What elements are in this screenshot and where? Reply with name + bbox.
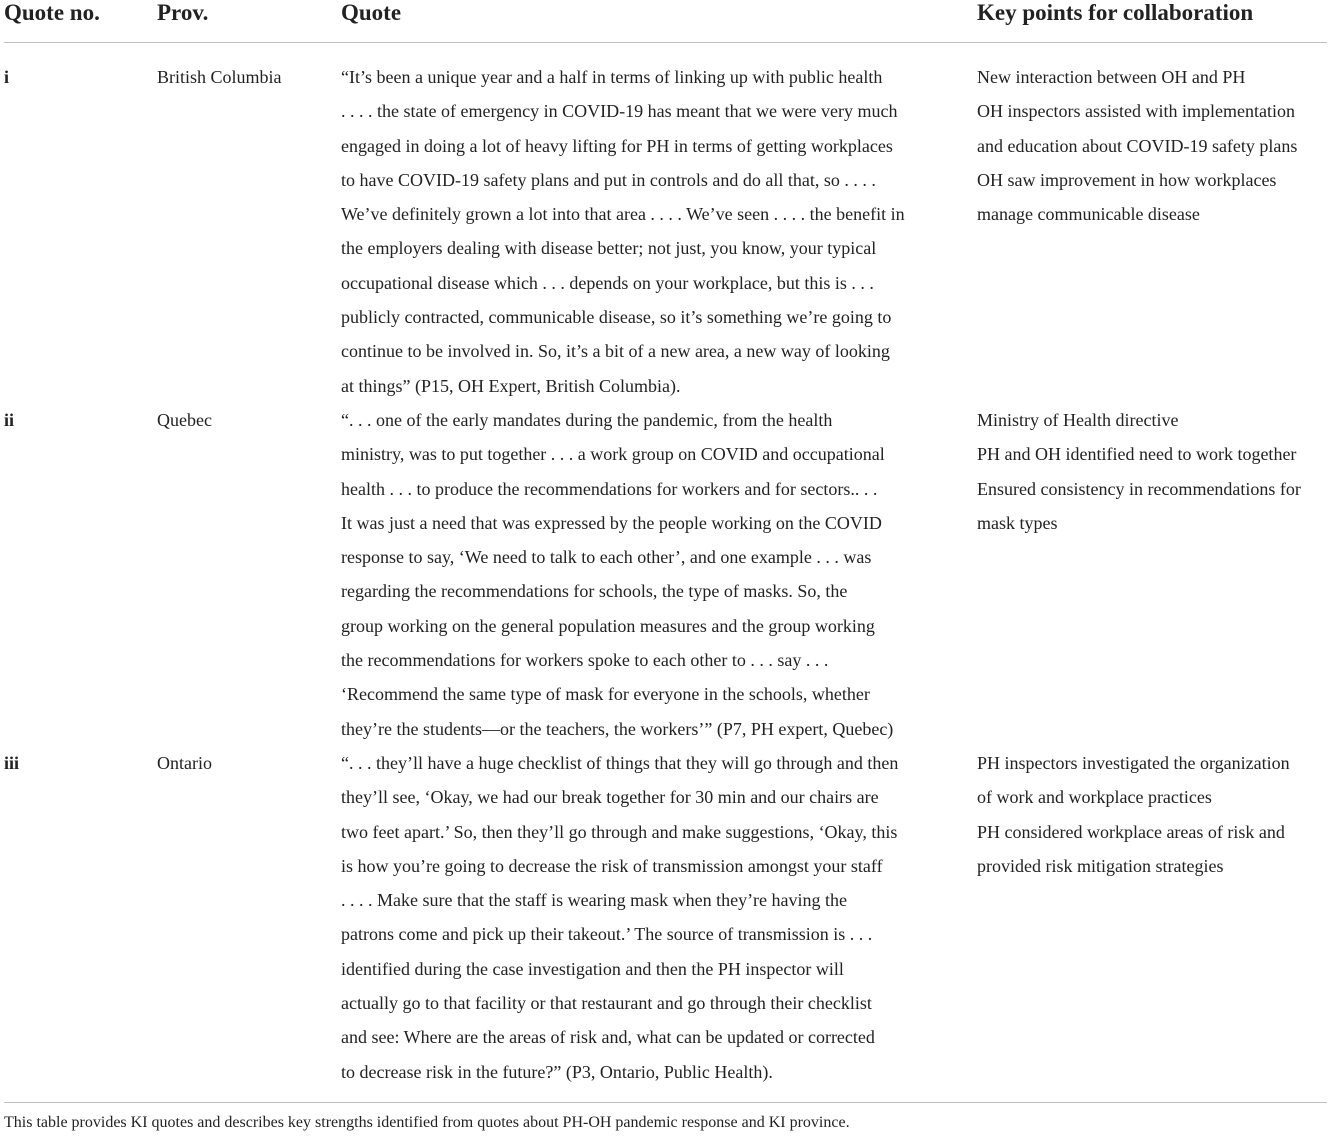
key-point-line: PH and OH identified need to work together <box>977 444 1297 465</box>
quote-line: response to say, ‘We need to talk to each other’, and one example . . . was <box>341 547 872 568</box>
quote-line: ‘Recommend the same type of mask for everyone in the schools, whether <box>341 684 870 705</box>
quote-line: actually go to that facility or that restaurant and go through their checklist <box>341 993 872 1014</box>
quote-line: group working on the general population measures and the group working <box>341 615 875 636</box>
quote-line: . . . . the state of emergency in COVID-19 has meant that we were very much <box>341 101 898 122</box>
key-points <box>977 60 1327 231</box>
key-point-line: and education about COVID-19 safety plans <box>977 135 1298 156</box>
table-row <box>4 403 1327 746</box>
quote-text <box>341 746 941 1089</box>
key-point-line: OH inspectors assisted with implementation <box>977 101 1295 122</box>
key-point-line: New interaction between OH and PH <box>977 67 1246 87</box>
province: Ontario <box>157 753 212 773</box>
key-point-line: PH considered workplace areas of risk and <box>977 821 1285 842</box>
quote-line: is how you’re going to decrease the risk of transmission amongst your staff <box>341 855 883 876</box>
quote-line: “It’s been a unique year and a half in terms of linking up with public health <box>341 67 883 87</box>
quote-line: to have COVID-19 safety plans and put in controls and do all that, so . . . . <box>341 169 876 190</box>
quote-line: the recommendations for workers spoke to each other to . . . say . . . <box>341 650 829 671</box>
quote-line: two feet apart.’ So, then they’ll go through and make suggestions, ‘Okay, this <box>341 821 898 842</box>
quote-line: the employers dealing with disease better; not just, you know, your typical <box>341 238 877 259</box>
key-points <box>977 746 1327 883</box>
province: Quebec <box>157 410 212 430</box>
quote-line: regarding the recommendations for schools, the type of masks. So, the <box>341 581 848 602</box>
quote-line: ministry, was to put together . . . a work group on COVID and occupational <box>341 444 885 465</box>
table-row <box>4 60 1327 403</box>
key-point-line: Ensured consistency in recommendations for <box>977 478 1301 499</box>
quote-line: at things” (P15, OH Expert, British Columbia). <box>341 375 681 396</box>
quotes-table <box>4 0 1327 1089</box>
quote-number: ii <box>4 410 15 430</box>
quote-text <box>341 60 941 403</box>
table-row <box>4 746 1327 1089</box>
quote-line: publicly contracted, communicable disease, so it’s something we’re going to <box>341 307 892 328</box>
quote-line: . . . . Make sure that the staff is wearing mask when they’re having the <box>341 890 848 911</box>
quote-line: identified during the case investigation and then the PH inspector will <box>341 958 844 979</box>
quote-line: engaged in doing a lot of heavy lifting for PH in terms of getting workplaces <box>341 135 893 156</box>
key-point-line: mask types <box>977 512 1058 533</box>
quote-line: continue to be involved in. So, it’s a bit of a new area, a new way of looking <box>341 341 890 362</box>
quote-line: occupational disease which . . . depends on your workplace, but this is . . . <box>341 272 874 293</box>
quote-text <box>341 403 941 746</box>
quote-line: “. . . they’ll have a huge checklist of things that they will go through and then <box>341 753 899 773</box>
quote-line: “. . . one of the early mandates during the pandemic, from the health <box>341 410 833 430</box>
key-point-line: of work and workplace practices <box>977 787 1212 808</box>
key-point-line: PH inspectors investigated the organization <box>977 753 1290 773</box>
header-quote-no: Quote no. <box>4 0 100 25</box>
quote-line: It was just a need that was expressed by the people working on the COVID <box>341 512 882 533</box>
key-point-line: manage communicable disease <box>977 204 1200 225</box>
key-point-line: Ministry of Health directive <box>977 410 1179 430</box>
table-footnote: This table provides KI quotes and describes key strengths identified from quotes about PH-OH pandemic response and KI province. <box>4 1102 1327 1134</box>
quote-line: and see: Where are the areas of risk and, what can be updated or corrected <box>341 1027 875 1048</box>
quote-line: patrons come and pick up their takeout.’ The source of transmission is . . . <box>341 924 873 945</box>
quote-line: they’ll see, ‘Okay, we had our break together for 30 min and our chairs are <box>341 787 879 808</box>
quote-line: they’re the students—or the teachers, the workers’” (P7, PH expert, Quebec) <box>341 718 894 739</box>
quote-line: to decrease risk in the future?” (P3, Ontario, Public Health). <box>341 1061 773 1082</box>
key-point-line: OH saw improvement in how workplaces <box>977 169 1277 190</box>
table-body <box>4 60 1327 1089</box>
quote-line: health . . . to produce the recommendations for workers and for sectors.. . . <box>341 478 878 499</box>
province: British Columbia <box>157 67 282 87</box>
table-header <box>4 0 1327 43</box>
quote-line: We’ve definitely grown a lot into that area . . . . We’ve seen . . . . the benefit in <box>341 204 905 225</box>
quote-number: i <box>4 67 10 87</box>
header-quote: Quote <box>341 0 402 25</box>
quote-number: iii <box>4 753 20 773</box>
header-key-points: Key points for collaboration <box>977 0 1254 25</box>
header-province: Prov. <box>157 0 209 25</box>
key-points <box>977 403 1327 540</box>
key-point-line: provided risk mitigation strategies <box>977 855 1224 876</box>
